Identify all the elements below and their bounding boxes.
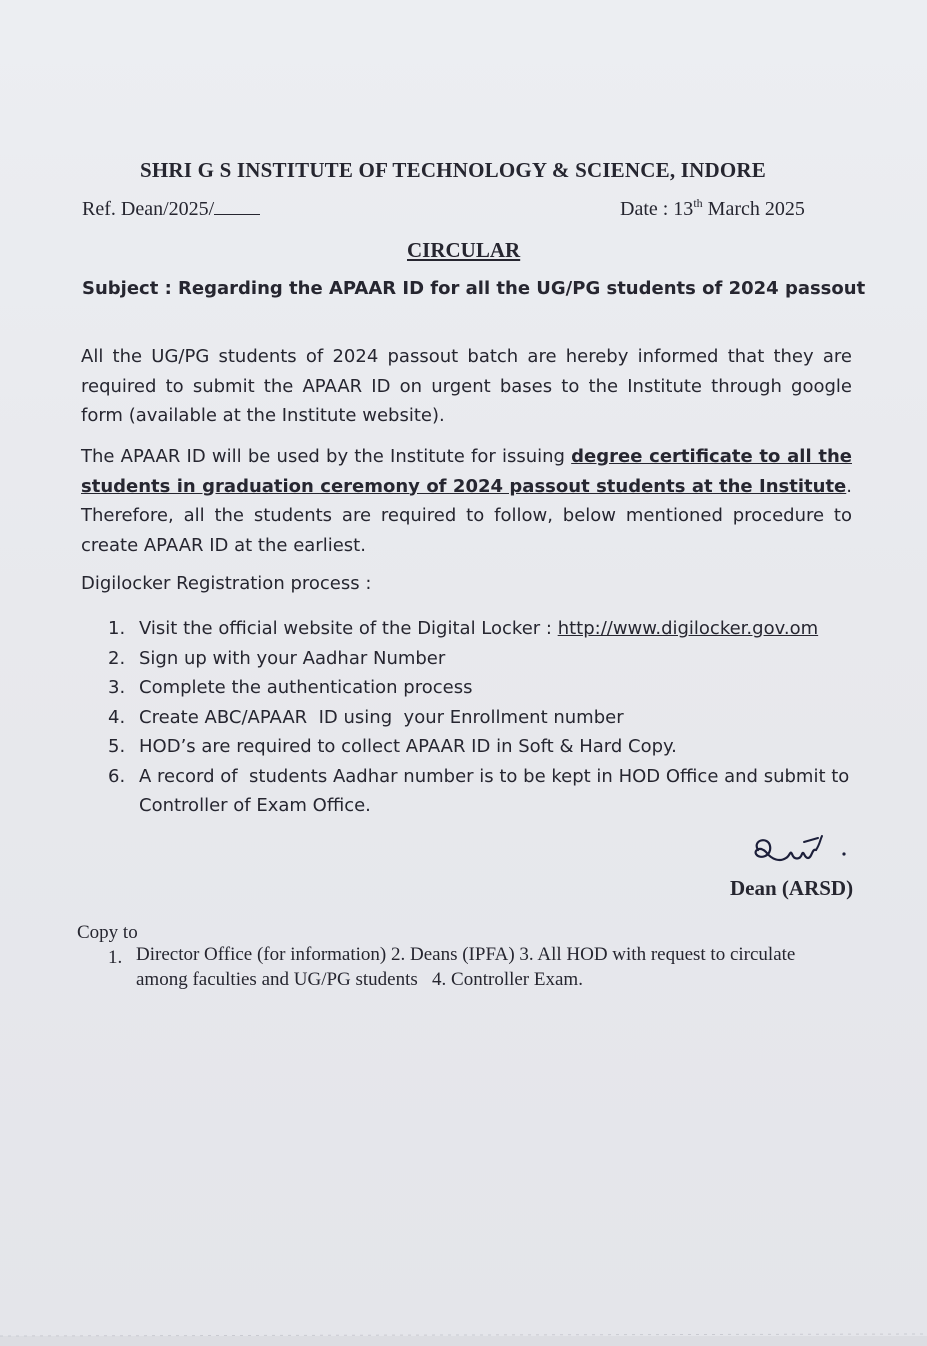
process-title: Digilocker Registration process : (81, 573, 372, 594)
body-paragraph-1: All the UG/PG students of 2024 passout batch are hereby informed that they are required to submit the APAAR ID on urgent bases to the Institute through google form (available at the Institute website). (81, 346, 852, 426)
date-superscript: th (693, 196, 703, 210)
step-text: Create ABC/APAAR ID using your Enrollment number (139, 706, 624, 728)
list-item (108, 732, 868, 762)
registration-steps (108, 614, 868, 821)
step-text: Visit the official website of the Digital Locker : (139, 618, 558, 639)
date-prefix: Date : 13 (620, 198, 694, 220)
step-number: 4. (108, 706, 126, 728)
list-item (108, 614, 868, 644)
list-item (108, 703, 868, 733)
step-text: HOD’s are required to collect APAAR ID in Soft & Hard Copy. (139, 736, 677, 757)
handwritten-signature (746, 830, 856, 878)
step-number: 1. (108, 618, 126, 639)
step-number: 2. (108, 647, 126, 669)
institute-name: SHRI G S INSTITUTE OF TECHNOLOGY & SCIENCE, INDORE (140, 158, 766, 182)
subject-line: Subject : Regarding the APAAR ID for all the UG/PG students of 2024 passout (82, 278, 866, 299)
step-text: Sign up with your Aadhar Number (139, 647, 446, 669)
reference-blank-line (214, 196, 260, 215)
step-text: A record of students Aadhar number is to be kept in HOD Office and submit to Controller of Exam Office. (139, 765, 856, 816)
list-item (108, 762, 868, 821)
step-number: 5. (108, 736, 126, 757)
circular-date (620, 198, 805, 221)
circular-heading: CIRCULAR (407, 238, 521, 262)
copy-to-line-1: Director Office (for information) 2. Deans (IPFA) 3. All HOD with request to circulate (136, 944, 796, 965)
step-text: Complete the authentication process (139, 677, 473, 698)
copy-to-label: Copy to (77, 922, 138, 943)
list-item (108, 673, 868, 703)
reference-text: Ref. Dean/2025/ (82, 198, 215, 220)
paragraph-2-start: The APAAR ID will be used by the Institute for issuing (81, 446, 572, 467)
paper-bottom-edge (0, 1322, 927, 1346)
paragraph-2-end: . Therefore, all the students are required to follow, below mentioned procedure to create APAAR ID at the earliest. (81, 475, 852, 556)
reference-number (82, 196, 260, 221)
step-number: 3. (108, 677, 126, 698)
signatory-title: Dean (ARSD) (730, 876, 854, 900)
body-paragraph-2 (81, 442, 852, 560)
digilocker-link[interactable]: http://www.digilocker.gov.om (557, 618, 819, 639)
list-item (108, 644, 868, 674)
copy-item-number: 1. (108, 947, 123, 968)
copy-to-line-2: among faculties and UG/PG students 4. Controller Exam. (136, 969, 583, 990)
date-suffix: March 2025 (702, 198, 805, 220)
paragraph-2-highlight: degree certificate to all the students in graduation ceremony of 2024 passout students at the Institute (81, 446, 852, 497)
step-number: 6. (108, 765, 126, 787)
